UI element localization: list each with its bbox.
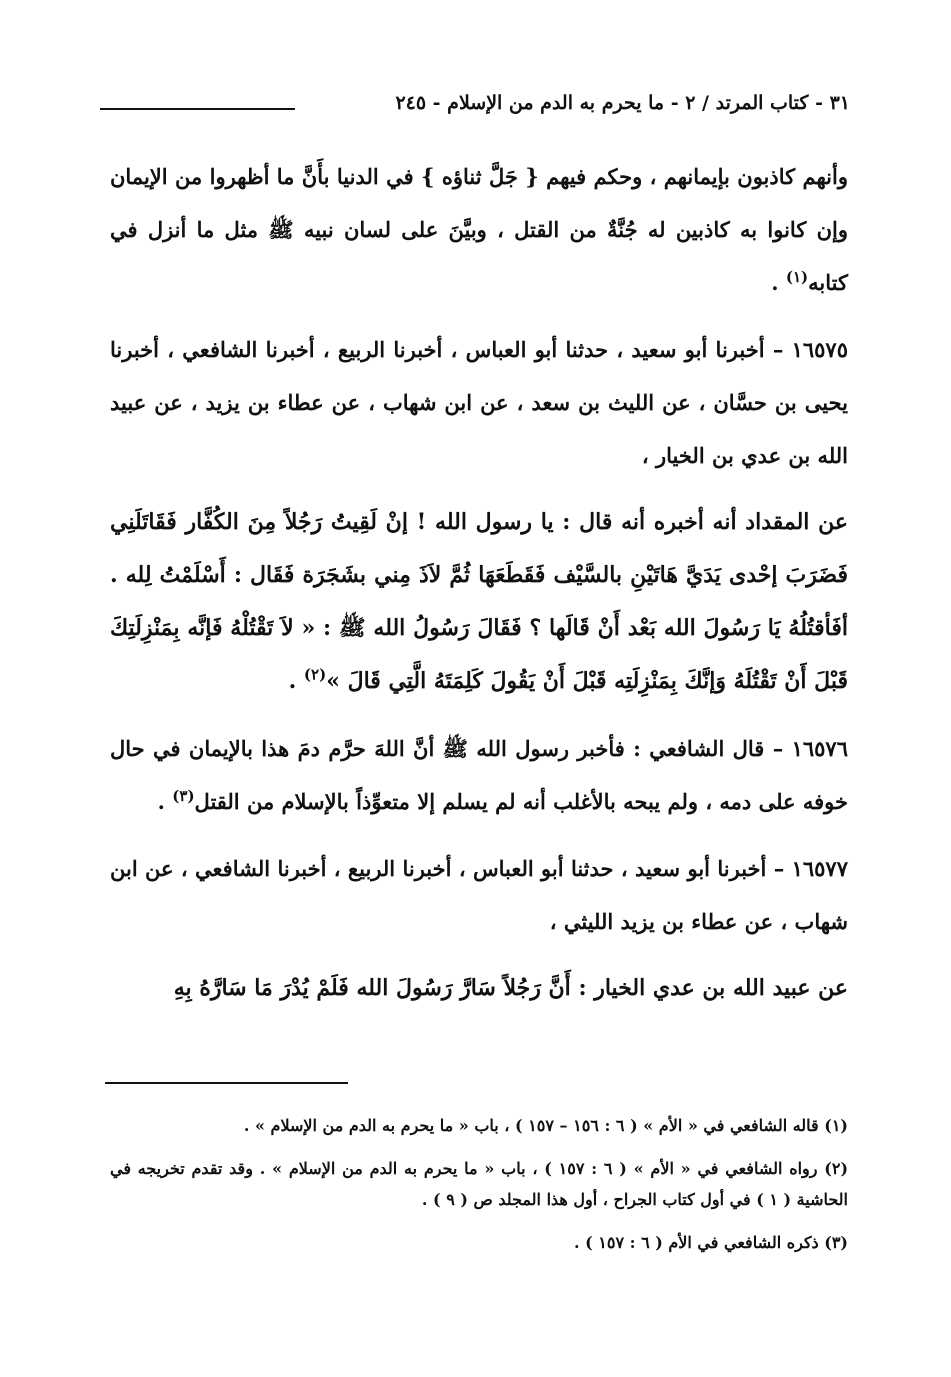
paragraph-text: وأنهم كاذبون بإيمانهم ، وحكم فيهم { جَلَّ ثناؤه } في الدنيا بأَنَّ ما أظهروا من الإيمان وإن كانوا به كاذبين له جُنَّةٌ من القتل ، وبيَّنَ على لسان نبيه ﷺ مثل ما أنزل في كتابه [110,164,848,295]
footnote-ref: (٢) [303,665,327,684]
hadith-paragraph [110,496,848,708]
main-text [110,150,848,1029]
running-header [100,92,850,126]
paragraph [110,150,848,309]
footnote: (١) قاله الشافعي في « الأم » ( ٦ : ١٥٦ – ١٥٧ ) ، باب « ما يحرم به الدم من الإسلام » . [243,1116,848,1135]
paragraph [110,722,848,828]
header-title: ٣١ - كتاب المرتد / ٢ - ما يحرم به الدم من الإسلام - ٢٤٥ [395,92,850,114]
paragraph-text: ١٦٥٧٧ – أخبرنا أبو سعيد ، حدثنا أبو العباس ، أخبرنا الربيع ، أخبرنا الشافعي ، عن ابن شهاب ، عن عطاء بن يزيد الليثي ، [110,856,848,934]
paragraph [110,323,848,482]
footnote-ref: (٣) [172,787,195,805]
paragraph-tail: . [771,270,786,295]
paragraph-tail: . [157,789,173,814]
header-rule [100,108,295,110]
footnote: (٣) ذكره الشافعي في الأم ( ٦ : ١٥٧ ) . [573,1233,848,1252]
footnote-ref: (١) [785,268,809,286]
paragraph-tail: . [288,668,304,694]
paragraph-text: عن عبيد الله بن عدي الخيار : أَنَّ رَجُلاً سَارَّ رَسُولَ الله فَلَمْ يُدْرَ مَا سَارَّهُ بِهِ [173,975,848,1001]
paragraph-text: ١٦٥٧٥ – أخبرنا أبو سعيد ، حدثنا أبو العباس ، أخبرنا الربيع ، أخبرنا الشافعي ، أخبرنا يحيى بن حسَّان ، عن الليث بن سعد ، عن ابن شهاب ، عن عطاء بن يزيد ، عن عبيد الله بن عدي بن الخيار ، [110,337,848,468]
hadith-paragraph [110,962,848,1015]
footnotes [110,1110,848,1270]
paragraph-text: عن المقداد أنه أخبره أنه قال : يا رسول الله ! إنْ لَقِيتُ رَجُلاً مِنَ الكُفَّار فَقَاتَلَنِي فَضَرَبَ إحْدى يَدَيَّ هَاتَيْنِ بالسَّيْف فَقَطَعَهَا ثُمَّ لاَذَ مِني بشَجَرَة فَقَال : أَسْلَمْتُ لِله . أفَأقتُلُهُ يَا رَسُولَ الله بَعْد أَنْ قَالَها ؟ فَقَالَ رَسُولُ الله ﷺ : « لاَ تَقْتُلْهُ فَإنَّه بِمَنْزِلَتِكَ قَبْلَ أَنْ تَقْتُلَهُ وَإنَّكَ بِمَنْزِلَتِه قَبْلَ أَنْ يَقُولَ كَلِمَتَهُ الَّتِي قَالَ » [110,509,848,694]
footnote: (٢) رواه الشافعي في « الأم » ( ٦ : ١٥٧ ) ، باب « ما يحرم به الدم من الإسلام » . وقد تقدم تخريجه في الحاشية ( ١ ) في أول كتاب الجراح ، أول هذا المجلد ص ( ٩ ) . [110,1159,849,1209]
paragraph [110,842,848,948]
paragraph-text: ١٦٥٧٦ – قال الشافعي : فأخبر رسول الله ﷺ أنَّ اللهَ حرَّم دمَ هذا بالإيمان في حال خوفه على دمه ، ولم يبحه بالأغلب أنه لم يسلم إلا متعوِّذاً بالإسلام من القتل [110,736,848,814]
footnote-rule [105,1082,348,1084]
